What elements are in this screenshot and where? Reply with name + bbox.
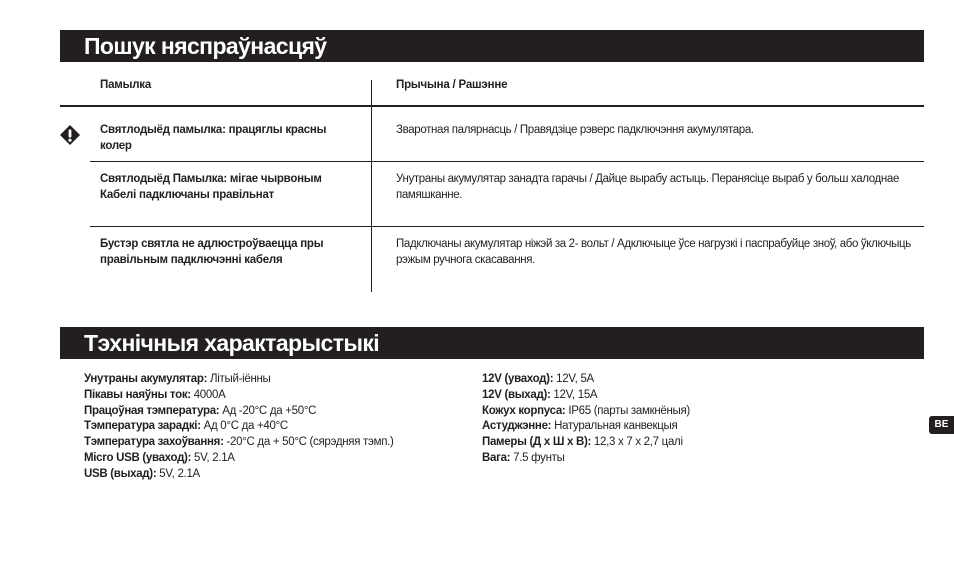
spec-value: 12V, 15A xyxy=(550,388,598,401)
specs-list-left xyxy=(84,372,394,483)
spec-row xyxy=(482,372,690,388)
column-divider xyxy=(371,80,372,292)
solution-cell: Зваротная палярнасць / Правядзіце рэверс падключэння акумулятара. xyxy=(396,124,754,136)
spec-row xyxy=(84,435,394,451)
spec-value: IP65 (парты замкнёныя) xyxy=(565,404,690,417)
specs-list-right xyxy=(482,372,690,467)
spec-label: Тэмпература захоўвання: xyxy=(84,436,224,449)
row-divider xyxy=(90,161,924,162)
spec-value: 12V, 5A xyxy=(553,373,594,385)
spec-row xyxy=(84,372,394,388)
spec-label: 12V (уваход): xyxy=(482,373,554,385)
spec-value: Натуральная канвекцыя xyxy=(551,420,678,433)
spec-value: 5V, 2.1A xyxy=(191,451,235,464)
column-header-error: Памылка xyxy=(100,79,152,91)
spec-row xyxy=(482,419,690,435)
column-header-solution: Прычына / Рашэнне xyxy=(396,79,508,91)
spec-value: Ад -20°C да +50°C xyxy=(219,404,317,417)
spec-label: Micro USB (уваход): xyxy=(84,451,192,464)
spec-value: Літый-іённы xyxy=(207,373,271,385)
spec-label: Вага: xyxy=(482,451,511,464)
language-tab: BE xyxy=(929,416,954,434)
spec-row xyxy=(84,404,394,420)
troubleshooting-title: Пошук няспраўнасцяў xyxy=(60,30,924,62)
spec-value: -20°C да + 50°C (сярэдняя тэмп.) xyxy=(223,436,394,449)
spec-value: 4000A xyxy=(190,388,226,401)
spec-row xyxy=(84,419,394,435)
error-cell: Святлодыёд Памылка: мігае чырвоным Кабелі падключаны правільнат xyxy=(100,173,322,201)
spec-row xyxy=(482,404,690,420)
spec-label: Кожух корпуса: xyxy=(482,404,566,417)
spec-label: 12V (выхад): xyxy=(482,388,551,401)
spec-row xyxy=(84,451,394,467)
row-divider xyxy=(90,226,924,227)
spec-row xyxy=(84,388,394,404)
error-cell: Бустэр святла не адлюстроўваецца пры правільным падключэнні кабеля xyxy=(100,238,324,266)
warning-icon xyxy=(59,124,81,146)
spec-row xyxy=(482,388,690,404)
solution-cell: Падключаны акумулятар ніжэй за 2- вольт / Адключыце ўсе нагрузкі і паспрабуйце зноў, або ўключыць рэжым ручнога скасавання. xyxy=(396,238,911,266)
header-rule xyxy=(60,105,924,107)
spec-label: Тэмпература зарадкі: xyxy=(84,420,201,433)
spec-row xyxy=(482,451,690,467)
spec-row xyxy=(84,467,394,483)
specifications-title: Тэхнічныя характарыстыкі xyxy=(60,327,924,359)
error-cell: Святлодыёд памылка: працяглы красны колер xyxy=(100,124,327,152)
spec-label: Пікавы наяўны ток: xyxy=(84,388,191,401)
solution-cell: Унутраны акумулятар занадта гарачы / Дайце вырабу астыць. Перанясіце выраб у больш халоднае памяшканне. xyxy=(396,173,899,201)
spec-label: Памеры (Д х Ш х В): xyxy=(482,436,592,449)
spec-value: 12,3 x 7 x 2,7 цалі xyxy=(591,436,683,449)
spec-value: 7.5 фунты xyxy=(510,451,565,464)
spec-value: Ад 0°C да +40°C xyxy=(200,420,288,433)
spec-label: Працоўная тэмпература: xyxy=(84,404,220,417)
spec-value: 5V, 2.1A xyxy=(156,467,200,480)
spec-row xyxy=(482,435,690,451)
spec-label: Астуджэнне: xyxy=(482,420,552,433)
spec-label: Унутраны акумулятар: xyxy=(84,373,208,385)
spec-label: USB (выхад): xyxy=(84,467,157,480)
